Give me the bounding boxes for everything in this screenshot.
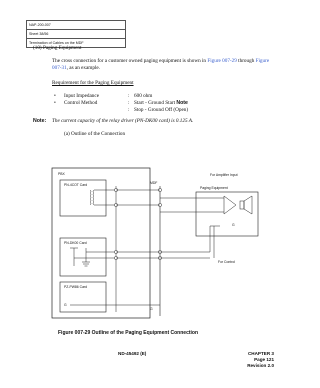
for-control-label: For Control xyxy=(218,260,235,264)
note-text: The current capacity of the relay driver (PN-DK00 card) is 0.125 A. xyxy=(52,118,194,124)
req-bullet: • xyxy=(54,100,56,106)
amp-input-label: For Amplifier Input xyxy=(210,173,238,177)
req-value-stop: Stop - Ground Off (Open) xyxy=(134,107,189,113)
figure-link-part1[interactable]: Figure xyxy=(255,58,270,64)
pn-4cot-label: PN-4COT Card xyxy=(64,183,88,187)
figure-007-31-link[interactable]: 007-31 xyxy=(52,65,67,71)
requirement-heading: Requirement for the Paging Equipment xyxy=(52,80,134,86)
ground-label-mdf: G xyxy=(150,307,153,311)
section-heading: (10) Paging Equipment xyxy=(33,45,82,51)
req-label-impedance: Input Impedance xyxy=(64,93,100,99)
intro-text-mid: through xyxy=(236,58,256,64)
req-bullet: • xyxy=(54,93,56,99)
figure-007-29-link[interactable]: Figure 007-29 xyxy=(207,58,237,64)
dk00-relay xyxy=(70,248,116,266)
document-header-table xyxy=(26,20,126,48)
header-sheet: Sheet 38/56 xyxy=(27,30,125,39)
paging-equipment-label: Paging Equipment xyxy=(200,186,228,190)
req-label-control: Control Method xyxy=(64,100,98,106)
ground-label-paging: G xyxy=(232,223,235,227)
pbx-label: PBX xyxy=(58,172,65,176)
req-colon: : xyxy=(128,100,130,106)
pn-dk00-label: PN-DK00 Card xyxy=(64,241,87,245)
note-label: Note: xyxy=(33,118,47,124)
footer-page: Page 121 xyxy=(254,357,274,362)
intro-paragraph-line1 xyxy=(52,58,269,65)
header-title: Termination of Cables on the MDF xyxy=(29,41,84,45)
mdf-terminals xyxy=(114,188,161,259)
intro-paragraph-line2 xyxy=(52,65,100,72)
paging-internals xyxy=(160,196,252,258)
figure-caption: Figure 007-29 Outline of the Paging Equipment Connection xyxy=(58,330,199,336)
req-value-impedance: 600 ohm xyxy=(134,93,153,99)
cross-connect-lines xyxy=(116,190,160,305)
cot-coils xyxy=(90,190,116,205)
intro-text-prefix: The cross connection for a customer owned paging equipment is shown in xyxy=(52,58,208,64)
ground-label-card: G xyxy=(64,303,67,307)
footer-chapter: CHAPTER 3 xyxy=(247,351,274,356)
intro-text-suffix: , as an example. xyxy=(66,65,100,71)
mdf-label: MDF xyxy=(150,181,158,185)
req-value-start: Start - Ground Start Note xyxy=(134,100,188,106)
subsection-heading: (a) Outline of the Connection xyxy=(64,131,126,137)
footer-revision: Revision 2.0 xyxy=(247,363,274,368)
paging-equipment-box xyxy=(196,192,258,236)
req-colon: : xyxy=(128,107,130,113)
note-ref: Note xyxy=(176,100,188,106)
req-colon: : xyxy=(128,93,130,99)
header-doc-id: NAP-200-007 xyxy=(27,21,125,30)
footer-doc-number: ND-45492 (E) xyxy=(118,351,147,356)
connection-diagram xyxy=(50,166,270,326)
pz-pw86-label: PZ-PW86 Card xyxy=(64,285,87,289)
